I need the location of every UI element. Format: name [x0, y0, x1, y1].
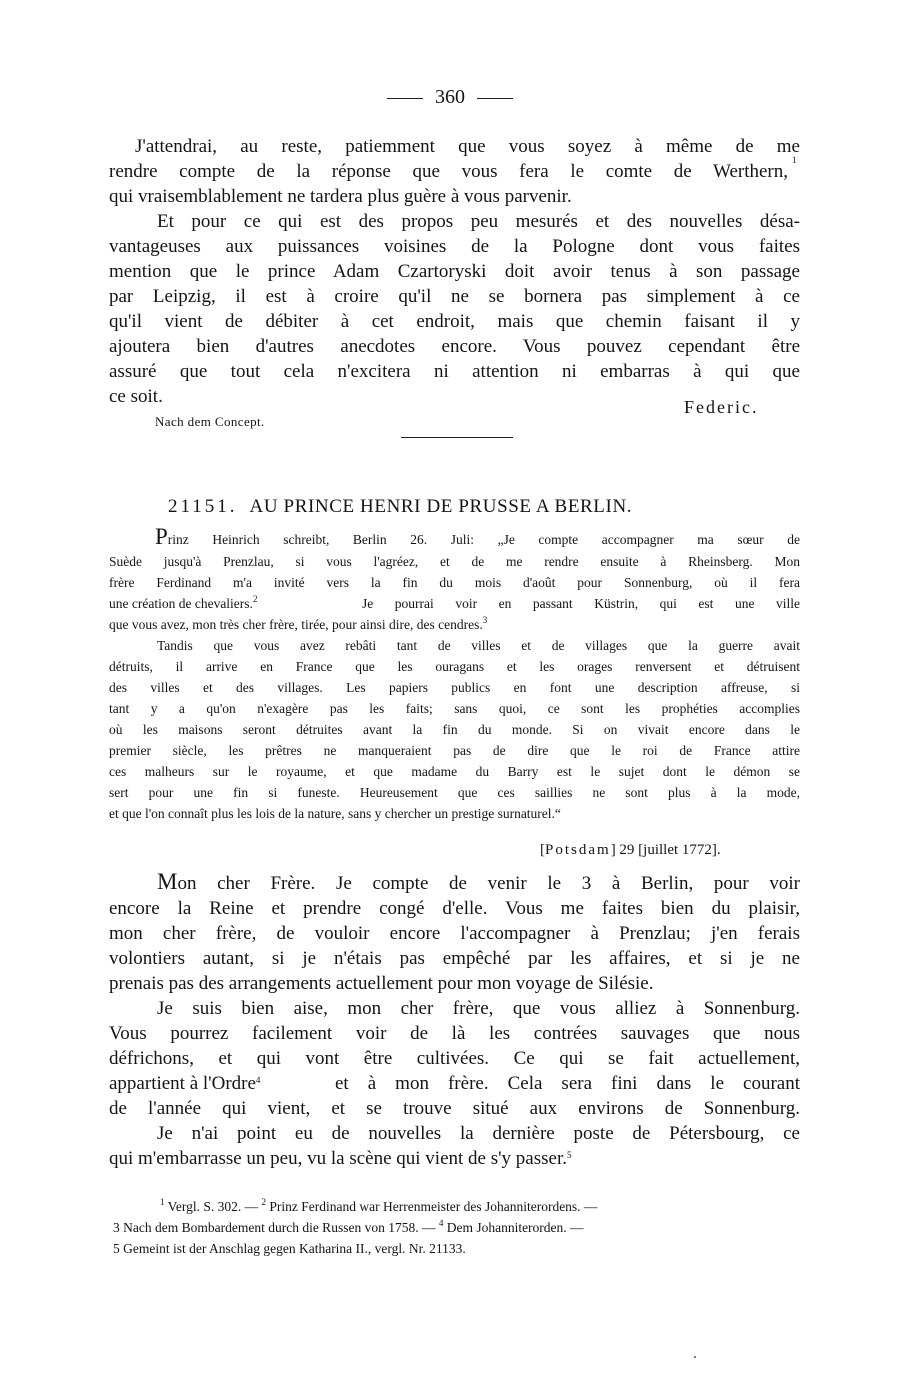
dateline-place: Potsdam: [545, 842, 611, 858]
page-number-text: 360: [435, 86, 465, 108]
footnote-number: 2: [261, 1197, 267, 1207]
footnote-line: [113, 1217, 584, 1238]
footnote-number: 5: [113, 1241, 120, 1256]
body-line: J'attendrai, au reste, patiemment que vous soyez à même de me: [135, 136, 800, 157]
body-line: Et pour ce qui est des propos peu mesurés et des nouvelles désa-: [157, 211, 800, 232]
body-line: ajoutera bien d'autres anecdotes encore. Vous pouvez cependant être: [109, 336, 800, 357]
body-line: Je suis bien aise, mon cher frère, que vous alliez à Sonnenburg.: [157, 998, 800, 1019]
summary-line: et que l'on connaît plus les lois de la nature, sans y chercher un prestige surnaturel.“: [109, 806, 561, 821]
body-line: assuré que tout cela n'excitera ni attention ni embarras à qui que: [109, 361, 800, 382]
body-line: Je n'ai point eu de nouvelles la dernière poste de Pétersbourg, ce: [157, 1123, 800, 1144]
body-line: volontiers autant, si je n'étais pas empêché par les affaires, et si je ne: [109, 948, 800, 969]
summary-line-text: Je pourrai voir en passant Küstrin, qui est une ville: [362, 596, 800, 611]
footnote-marker: 3: [482, 615, 488, 625]
signature: Federic.: [684, 397, 759, 417]
body-line: qu'il vient de débiter à cet endroit, mais que chemin faisant il y: [109, 311, 800, 332]
footnote-marker: 2: [252, 594, 258, 604]
footnote-number: 3: [113, 1220, 120, 1235]
body-line: [109, 1071, 260, 1096]
body-line: de l'année qui vient, et se trouve situé aux environs de Sonnenburg.: [109, 1098, 800, 1119]
footnote-marker: 4: [255, 1075, 261, 1085]
summary-line-continued: [362, 594, 800, 614]
body-line-text: et à mon frère. Cela sera fini dans le courant: [335, 1073, 800, 1094]
footnote-text: Prinz Ferdinand war Herrenmeister des Johanniterordens. —: [269, 1199, 598, 1214]
body-line: [157, 869, 800, 896]
scan-speck: [694, 1356, 696, 1358]
summary-initial: P: [155, 524, 168, 549]
summary-line-text: une création de chevaliers.: [109, 596, 253, 611]
body-line: qui vraisemblablement ne tardera plus guère à vous parvenir.: [109, 186, 572, 207]
letter-number: 21151.: [168, 496, 238, 517]
footnote-line: [160, 1196, 597, 1217]
body-line: [109, 1146, 571, 1171]
source-note: Nach dem Concept.: [155, 414, 265, 429]
summary-line-text: rinz Heinrich schreibt, Berlin 26. Juli: „Je compte accompagner ma sœur de: [167, 532, 800, 547]
body-line-continued: [335, 1071, 800, 1096]
summary-line: détruits, il arrive en France que les ouragans et les orages renversent et détruisent: [109, 659, 800, 674]
page-number-dash-right: [477, 98, 513, 99]
summary-line-text: que vous avez, mon très cher frère, tirée, pour ainsi dire, des cendres.: [109, 617, 483, 632]
summary-line: Tandis que vous avez rebâti tant de villes et de villages que la guerre avait: [157, 638, 800, 653]
footnote-number: 4: [438, 1218, 444, 1228]
body-line: vantageuses aux puissances voisines de la Pologne dont vous faites: [109, 236, 800, 257]
body-line: défrichons, et qui vont être cultivées. Ce qui se fait actuellement,: [109, 1048, 800, 1069]
footnote-line: [113, 1238, 466, 1259]
footnote-marker: 5: [566, 1150, 572, 1160]
summary-line: [109, 594, 257, 614]
body-line: mention que le prince Adam Czartoryski doit avoir tenus à son passage: [109, 261, 800, 282]
body-line: par Leipzig, il est à croire qu'il ne se bornera pas simplement à ce: [109, 286, 800, 307]
summary-line: premier siècle, les prêtres ne manqueraient pas de dire que le roi de France attire: [109, 743, 800, 758]
summary-line: [109, 615, 487, 635]
dateline-date: ] 29 [juillet 1772].: [610, 842, 721, 858]
dateline-bracket: [: [540, 842, 545, 858]
body-line-text: on cher Frère. Je compte de venir le 3 à Berlin, pour voir: [177, 873, 800, 894]
footnote-text: Nach dem Bombardement durch die Russen von 1758. —: [123, 1220, 436, 1235]
body-initial: M: [157, 869, 178, 894]
summary-line: frère Ferdinand m'a invité vers la fin du mois d'août pour Sonnenburg, où il fera: [109, 575, 800, 590]
summary-line: ces malheurs sur le royaume, et que madame du Barry est le sujet dont le démon se: [109, 764, 800, 779]
body-line: prenais pas des arrangements actuellement pour mon voyage de Silésie.: [109, 973, 654, 994]
footnote-text: Dem Johanniterorden. —: [446, 1220, 584, 1235]
body-line-text: qui m'embarrasse un peu, vu la scène qui vient de s'y passer.: [109, 1148, 567, 1169]
body-line-text: appartient à l'Ordre: [109, 1073, 256, 1094]
body-line: Vous pourrez facilement voir de là les contrées sauvages que nous: [109, 1023, 800, 1044]
letter-heading: [168, 496, 632, 518]
summary-line: où les maisons seront détruites avant la fin du monde. Si on vivait encore dans le: [109, 722, 800, 737]
footnote-number: 1: [160, 1197, 165, 1207]
body-line: [109, 159, 788, 184]
footnote-text: Gemeint ist der Anschlag gegen Katharina II., vergl. Nr. 21133.: [123, 1241, 466, 1256]
dateline: [540, 842, 721, 859]
body-line: mon cher frère, de vouloir encore l'accompagner à Prenzlau; j'en ferais: [109, 923, 800, 944]
letter-title: AU PRINCE HENRI DE PRUSSE A BERLIN.: [249, 496, 633, 517]
summary-line: [155, 524, 800, 550]
body-line-text: rendre compte de la réponse que vous fera le comte de Werthern,: [109, 161, 788, 182]
summary-line: tant y a qu'on n'exagère pas les faits; sans quoi, ce sont les prophéties accomplies: [109, 701, 800, 716]
summary-line: sert pour une fin si funeste. Heureusement que ces saillies ne sont plus à la mode,: [109, 785, 800, 800]
summary-line: Suède jusqu'à Prenzlau, si vous l'agréez, et de me rendre ensuite à Rheinsberg. Mon: [109, 554, 800, 569]
footnote-text: Vergl. S. 302. —: [167, 1199, 259, 1214]
body-line: ce soit.: [109, 386, 163, 407]
page-number: [0, 86, 900, 109]
body-line: encore la Reine et prendre congé d'elle. Vous me faites bien du plaisir,: [109, 898, 800, 919]
section-divider: [401, 437, 513, 438]
page-number-dash-left: [387, 98, 423, 99]
summary-line: des villes et des villages. Les papiers publics en font une description affreuse, si: [109, 680, 800, 695]
